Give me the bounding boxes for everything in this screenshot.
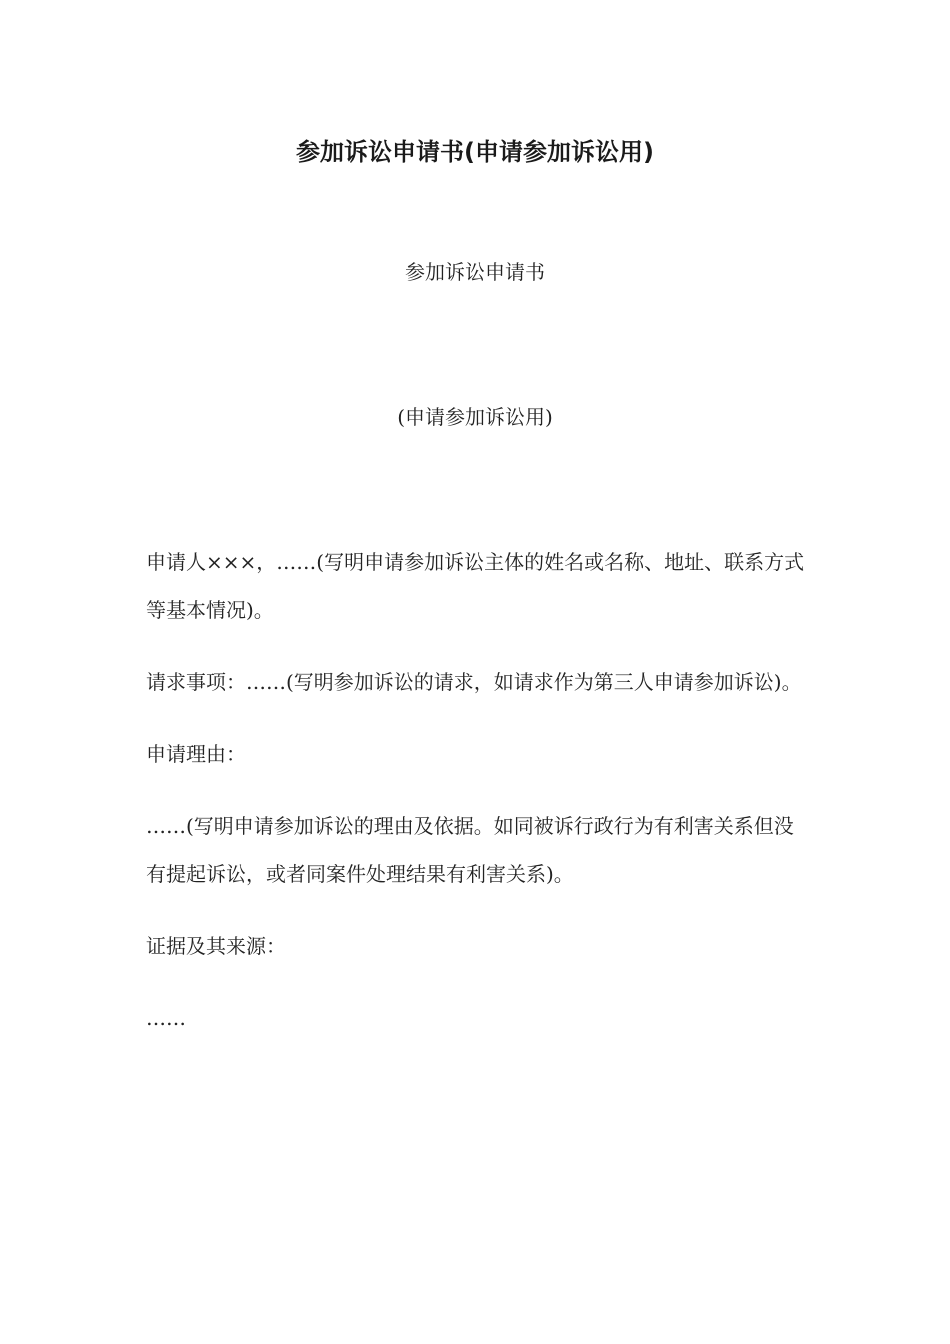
reasons-paragraph: ……(写明申请参加诉讼的理由及依据。如同被诉行政行为有利害关系但没有提起诉讼，或者同案件处理结果有利害关系)。: [146, 814, 794, 886]
evidence-heading: 证据及其来源：: [146, 934, 286, 958]
reasons-heading: 申请理由：: [146, 742, 246, 766]
document-title: 参加诉讼申请书(申请参加诉讼用): [296, 138, 654, 166]
document-subnote: (申请参加诉讼用): [397, 405, 553, 429]
evidence-paragraph: ……: [146, 1006, 186, 1030]
document-body: [146, 538, 808, 1066]
document-subtitle: 参加诉讼申请书: [405, 260, 545, 284]
applicant-paragraph: 申请人×××，……(写明申请参加诉讼主体的姓名或名称、地址、联系方式等基本情况)。: [146, 550, 805, 622]
request-paragraph: 请求事项：……(写明参加诉讼的请求，如请求作为第三人申请参加诉讼)。: [146, 670, 802, 694]
